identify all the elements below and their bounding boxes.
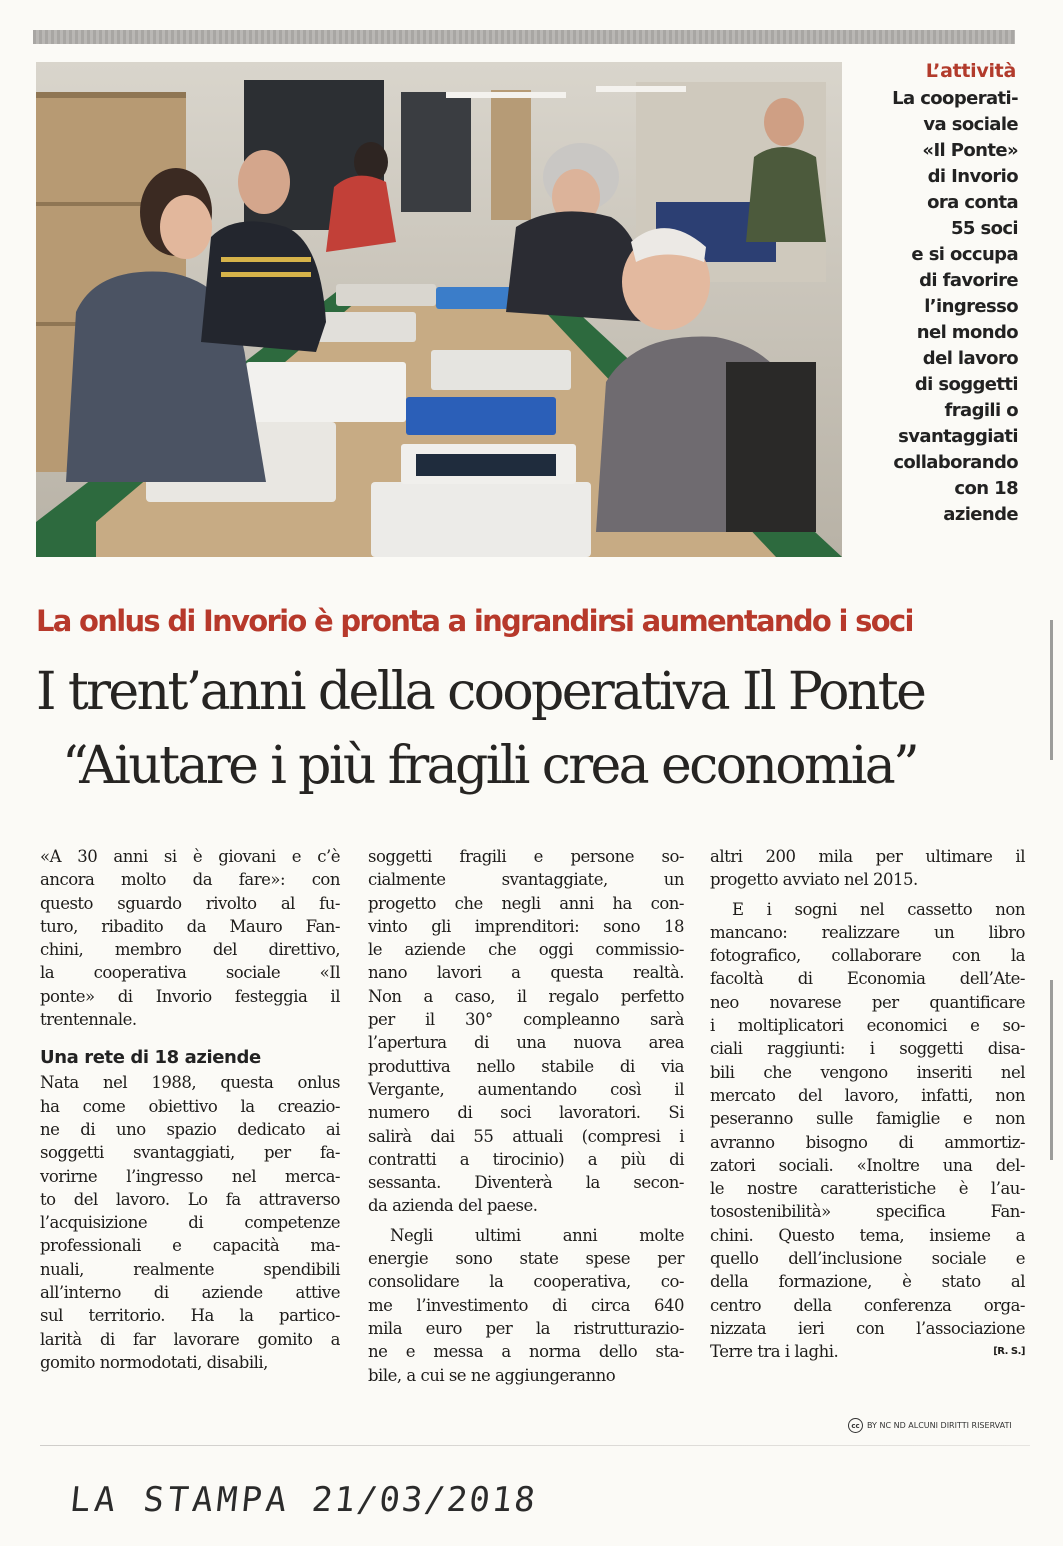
text-line: della formazione, è stato al [710,1272,1025,1292]
body-paragraph [710,845,1025,892]
article-column-2 [368,845,684,1387]
text-line: sessanta. Diventerà la secon- [368,1173,684,1193]
text-line: i moltiplicatori economici e so- [710,1016,1025,1036]
text-line: ne e messa a norma dello sta- [368,1342,684,1362]
text-line: contratti a tirocinio) a più di [368,1149,684,1169]
sidebar-line: «Il Ponte» [922,140,1018,161]
top-rule-bar [33,30,1015,44]
sidebar-line: con 18 [954,478,1018,499]
text-line: le aziende che oggi commissio- [368,940,684,960]
sidebar-line: 55 soci [950,218,1018,239]
text-line: fotografico, collaborare con la [710,946,1025,966]
text-line: nuali, realmente spendibili [40,1259,340,1279]
body-paragraph [40,1071,340,1374]
text-line: salirà dai 55 attuali (compresi i [368,1126,684,1146]
text-line: centro della conferenza orga- [710,1295,1025,1315]
text-line: Non a caso, il regalo perfetto [368,986,684,1006]
article-column-3 [710,845,1025,1364]
text-line: bile, a cui se ne aggiungeranno [368,1365,616,1385]
text-line: chini. Questo tema, insieme a [710,1225,1025,1245]
text-line: questo sguardo rivolto al fu- [40,893,340,913]
text-line: mercato del lavoro, infatti, non [710,1085,1025,1105]
sidebar-line: collaborando [893,452,1018,473]
text-line: larità di far lavorare gomito a [40,1329,340,1349]
sidebar-title: L’attività [925,60,1016,82]
sidebar-line: va sociale [923,114,1018,135]
text-line: soggetti svantaggiati, per fa- [40,1143,340,1163]
text-line: ponte» di Invorio festeggia il [40,986,340,1006]
body-paragraph [710,898,1025,1364]
text-line: da azienda del paese. [368,1196,538,1216]
text-line: Nata nel 1988, questa onlus [40,1073,340,1093]
text-line [710,1340,1025,1363]
text-line-content: Terre tra i laghi. [710,1342,839,1362]
text-line: produttiva nello stabile di via [368,1056,684,1076]
text-line: l’acquisizione di competenze [40,1213,340,1233]
intro-paragraph [40,845,340,1031]
text-line: mila euro per la ristrutturazio- [368,1318,684,1338]
text-line: ne di uno spazio dedicato ai [40,1119,340,1139]
sidebar-line: di Invorio [927,166,1018,187]
text-line: progetto avviato nel 2015. [710,870,918,890]
text-line: me l’investimento di circa 640 [368,1295,684,1315]
text-line: energie sono state spese per [368,1249,684,1269]
text-line: professionali e capacità ma- [40,1236,340,1256]
sidebar-line: di soggetti [914,374,1018,395]
text-line: le nostre caratteristiche è l’au- [710,1179,1025,1199]
kicker-headline: La onlus di Invorio è pronta a ingrandirsi aumentando i soci [36,604,913,638]
handwritten-newspaper-name: LA STAMPA [67,1480,293,1520]
text-line: la cooperativa sociale «Il [40,963,340,983]
text-line: bili che vengono inseriti nel [710,1062,1025,1082]
article-column-1 [40,845,340,1374]
license-text: BY NC ND ALCUNI DIRITTI RISERVATI [867,1421,1012,1430]
body-paragraph [368,845,684,1218]
text-line: nizzata ieri con l’associazione [710,1318,1025,1338]
text-line: nano lavori a questa realtà. [368,963,684,983]
text-line: avranno bisogno di ammortiz- [710,1132,1025,1152]
text-line: altri 200 mila per ultimare il [710,847,1025,866]
text-line: zatori sociali. «Inoltre una del- [710,1155,1025,1175]
text-line: ha come obiettivo la creazio- [40,1096,340,1116]
text-line: per il 30° compleanno sarà [368,1010,684,1030]
text-line: quello dell’inclusione sociale e [710,1249,1025,1269]
scan-edge-mark [1050,980,1053,1160]
text-line: chini, membro del direttivo, [40,940,340,960]
author-byline: [R. S.] [993,1346,1025,1358]
text-line: l’apertura di una nuova area [368,1033,684,1053]
bottom-divider [40,1445,1030,1446]
text-line: tosostenibilità» specifica Fan- [710,1202,1025,1222]
text-line: ancora molto da fare»: con [40,870,340,890]
text-line: sul territorio. Ha la partico- [40,1306,340,1326]
text-line: E i sogni nel cassetto non [732,899,1025,919]
text-line: cialmente svantaggiate, un [368,870,684,890]
sidebar-line: del lavoro [922,348,1018,369]
text-line: all’interno di aziende attive [40,1283,340,1303]
quote-headline: “Aiutare i più fragili crea economia” [62,736,918,796]
sidebar-line: l’ingresso [924,296,1018,317]
scan-edge-mark [1050,620,1053,760]
sidebar-line: e si occupa [911,244,1018,265]
text-line: «A 30 anni si è giovani e c’è [40,847,340,866]
handwritten-date: 21/03/2018 [309,1480,539,1520]
sidebar-line: fragili o [944,400,1018,421]
body-paragraph [368,1224,684,1387]
sidebar-line: La cooperati- [892,88,1018,109]
sidebar-line: aziende [943,504,1018,525]
sidebar-line: ora conta [927,192,1018,213]
text-line: progetto che negli anni ha con- [368,893,684,913]
text-line: peseranno sulle famiglie e non [710,1109,1025,1129]
text-line: ciali raggiunti: i soggetti disa- [710,1039,1025,1059]
section-subhead: Una rete di 18 aziende [40,1047,261,1069]
text-line: trentennale. [40,1010,137,1030]
creative-commons-icon: cc [848,1418,863,1433]
text-line: gomito normodotati, disabili, [40,1352,268,1372]
text-line: numero di soci lavoratori. Si [368,1103,684,1123]
text-line: Vergante, aumentando così il [368,1079,684,1099]
text-line: to del lavoro. Lo fa attraverso [40,1189,340,1209]
text-line: vinto gli imprenditori: sono 18 [368,916,684,936]
license-notice [848,1418,1012,1433]
sidebar-line: di favorire [919,270,1018,291]
sidebar-line: svantaggiati [898,426,1018,447]
text-line: vorirne l’ingresso nel merca- [40,1166,340,1186]
text-line: facoltà di Economia dell’Ate- [710,969,1025,989]
main-headline: I trent’anni della cooperativa Il Ponte [36,662,925,722]
sidebar-line: nel mondo [916,322,1018,343]
sidebar-text [860,86,1018,528]
text-line: mancano: realizzare un libro [710,922,1025,942]
text-line: soggetti fragili e persone so- [368,847,684,866]
workshop-photo [36,62,842,557]
text-line: turo, ribadito da Mauro Fan- [40,916,340,936]
text-line: Negli ultimi anni molte [390,1225,684,1245]
text-line: neo novarese per quantificare [710,992,1025,1012]
text-line: consolidare la cooperativa, co- [368,1272,684,1292]
